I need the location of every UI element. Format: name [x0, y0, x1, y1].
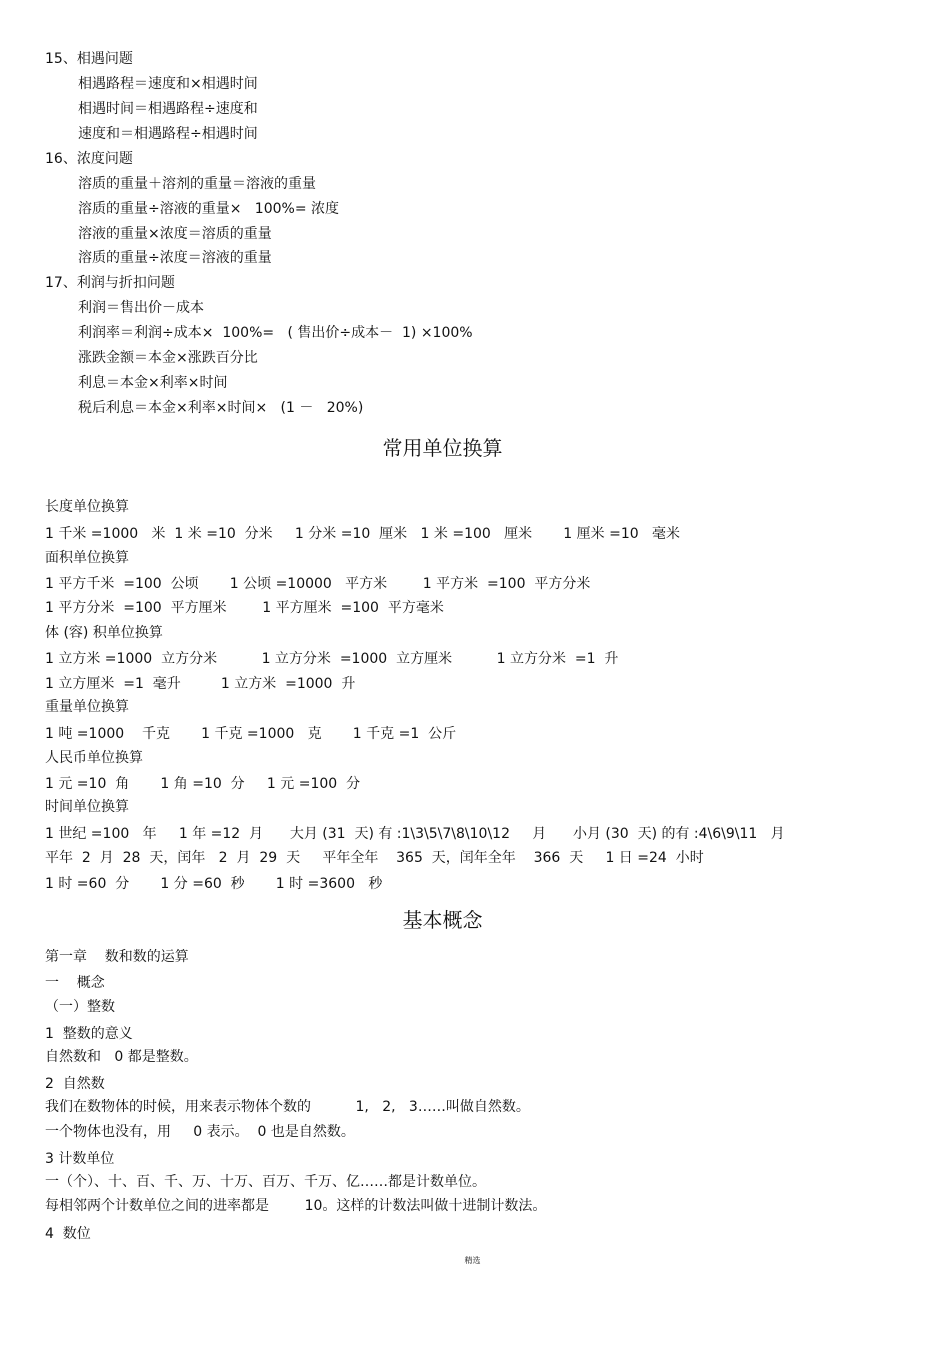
subheading: 1 整数的意义: [45, 1026, 133, 1042]
formula-line: 溶质的重量÷溶液的重量× 100%= 浓度: [78, 201, 340, 217]
section-title-basic-concepts: 基本概念: [402, 908, 483, 932]
subheading: 一 概念: [45, 975, 105, 991]
conversion-line: 1 时 =60 分 1 分 =60 秒 1 时 =3600 秒: [45, 876, 383, 892]
conversion-line: 1 吨 =1000 千克 1 千克 =1000 克 1 千克 =1 公斤: [45, 726, 457, 742]
conversion-line: 平年 2 月 28 天，闰年 2 月 29 天 平年全年 365 天，闰年全年 366 天 1 日 =24 小时: [45, 850, 704, 866]
page-footer: 精选: [464, 1256, 481, 1265]
formula-line: 利润率＝利润÷成本× 100%= ( 售出价÷成本－ 1) ×100%: [78, 325, 473, 341]
body-text: 我们在数物体的时候，用来表示物体个数的 1, 2, 3……叫做自然数。: [45, 1099, 530, 1115]
formula-line: 税后利息＝本金×利率×时间× (1 － 20%): [78, 400, 364, 416]
subheading: 时间单位换算: [45, 799, 129, 815]
conversion-line: 1 千米 =1000 米 1 米 =10 分米 1 分米 =10 厘米 1 米 =100 厘米 1 厘米 =10 毫米: [45, 526, 680, 542]
subheading: 重量单位换算: [45, 699, 129, 715]
subheading: 人民币单位换算: [45, 750, 143, 766]
body-text: 每相邻两个计数单位之间的进率都是 10。这样的计数法叫做十进制计数法。: [45, 1198, 547, 1214]
formula-line: 相遇路程＝速度和×相遇时间: [78, 76, 258, 92]
formula-line: 利润＝售出价－成本: [78, 300, 204, 316]
formula-line: 溶质的重量÷浓度＝溶液的重量: [78, 250, 272, 266]
conversion-line: 1 世纪 =100 年 1 年 =12 月 大月 (31 天) 有 :1\3\5\7\8\10\12 月 小月 (30 天) 的有 :4\6\9\11 月: [45, 826, 785, 842]
subheading: 面积单位换算: [45, 550, 129, 566]
section-title-unit-conversion: 常用单位换算: [382, 436, 503, 460]
subheading: 3 计数单位: [45, 1151, 115, 1167]
conversion-line: 1 立方米 =1000 立方分米 1 立方分米 =1000 立方厘米 1 立方分米 =1 升: [45, 651, 619, 667]
conversion-line: 1 元 =10 角 1 角 =10 分 1 元 =100 分: [45, 776, 361, 792]
subheading: （一）整数: [45, 999, 115, 1015]
subheading: 体 (容) 积单位换算: [45, 625, 163, 641]
conversion-line: 1 平方分米 =100 平方厘米 1 平方厘米 =100 平方毫米: [45, 600, 444, 616]
subheading: 长度单位换算: [45, 499, 129, 515]
subheading: 2 自然数: [45, 1076, 105, 1092]
formula-line: 溶质的重量＋溶剂的重量＝溶液的重量: [78, 176, 316, 192]
body-text: 一个物体也没有，用 0 表示。 0 也是自然数。: [45, 1124, 355, 1140]
formula-line: 相遇时间＝相遇路程÷速度和: [78, 101, 258, 117]
conversion-line: 1 立方厘米 =1 毫升 1 立方米 =1000 升: [45, 676, 356, 692]
heading-concentration-problem: 16、浓度问题: [45, 151, 133, 167]
formula-line: 利息＝本金×利率×时间: [78, 375, 228, 391]
subheading: 4 数位: [45, 1226, 91, 1242]
body-text: 一（个）、十、百、千、万、十万、百万、千万、亿……都是计数单位。: [45, 1174, 486, 1190]
formula-line: 溶液的重量×浓度＝溶质的重量: [78, 226, 272, 242]
heading-profit-problem: 17、利润与折扣问题: [45, 275, 175, 291]
formula-line: 速度和＝相遇路程÷相遇时间: [78, 126, 258, 142]
chapter-heading: 第一章 数和数的运算: [45, 949, 189, 965]
body-text: 自然数和 0 都是整数。: [45, 1049, 198, 1065]
conversion-line: 1 平方千米 =100 公顷 1 公顷 =10000 平方米 1 平方米 =100 平方分米: [45, 576, 591, 592]
formula-line: 涨跌金额＝本金×涨跌百分比: [78, 350, 258, 366]
heading-meeting-problem: 15、相遇问题: [45, 51, 133, 67]
